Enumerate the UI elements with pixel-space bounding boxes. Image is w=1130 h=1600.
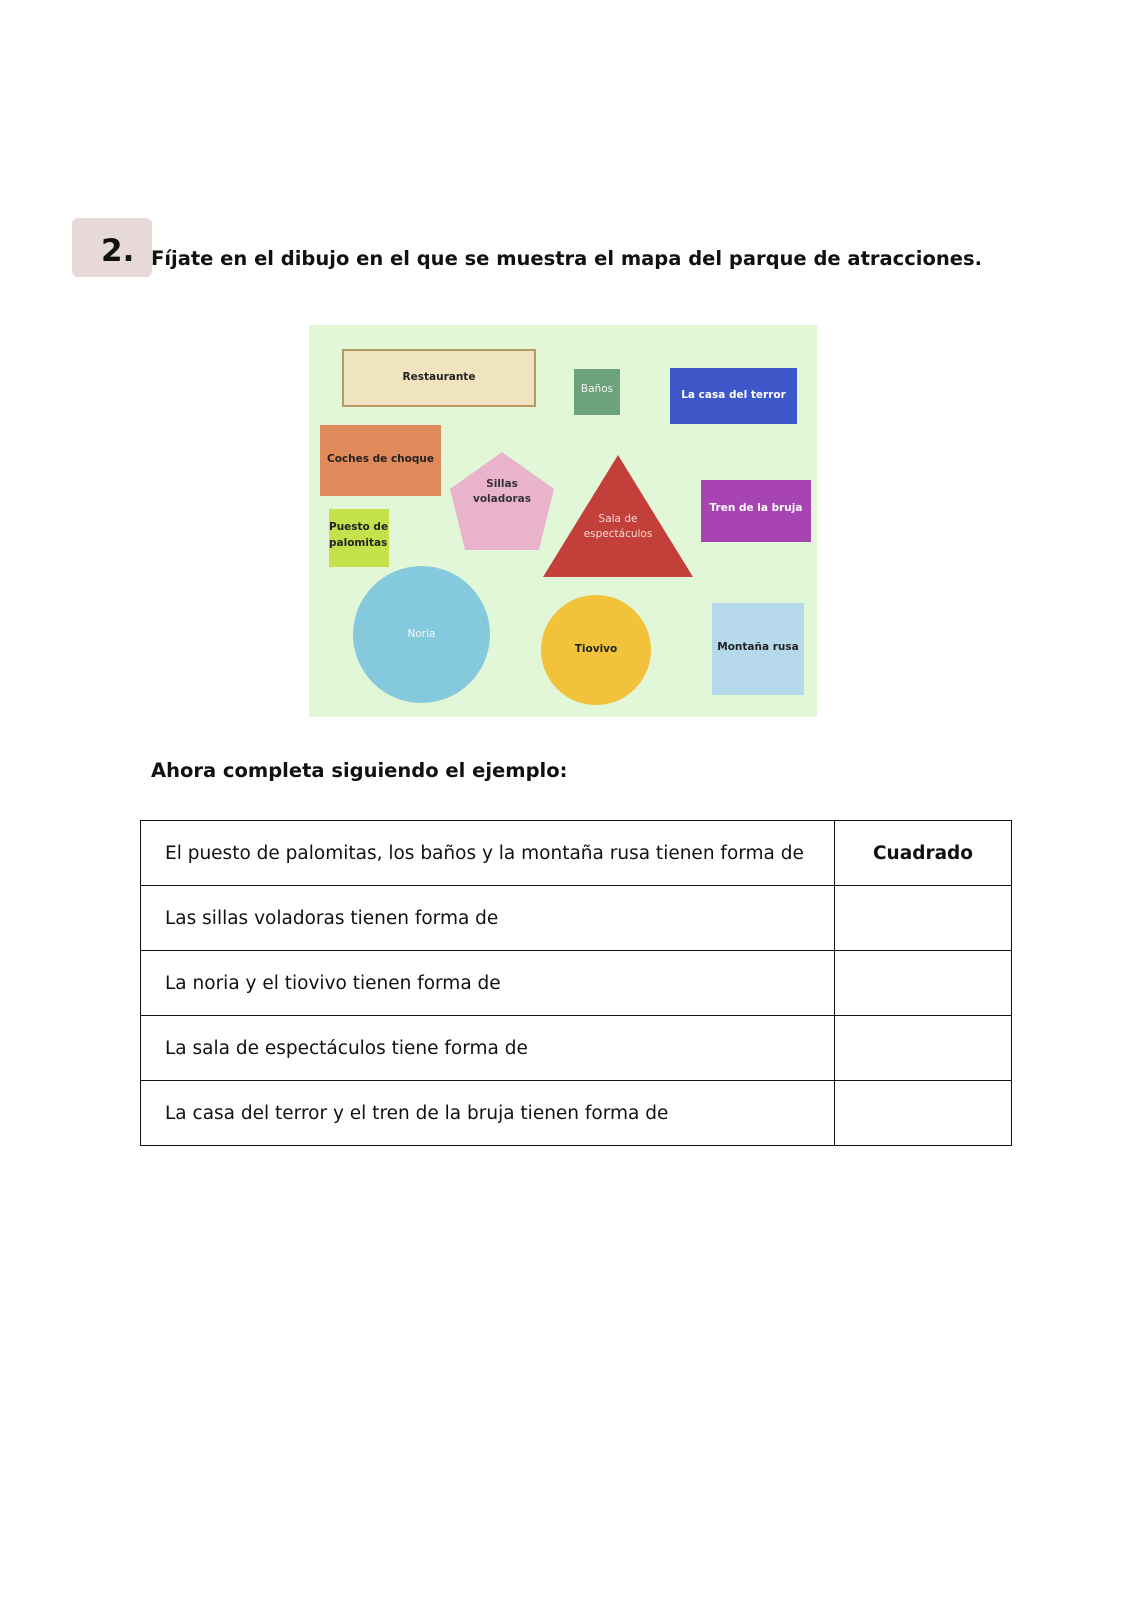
row-statement: Las sillas voladoras tienen forma de	[141, 886, 835, 951]
roller-coaster-label: Montaña rusa	[717, 641, 799, 653]
show-hall-label-line2: espectáculos	[583, 528, 653, 540]
row-statement: El puesto de palomitas, los baños y la montaña rusa tienen forma de	[141, 821, 835, 886]
answer-blank[interactable]	[835, 951, 1012, 1016]
table-row	[141, 951, 1012, 1016]
row-statement: La sala de espectáculos tiene forma de	[141, 1016, 835, 1081]
witch-train-label: Tren de la bruja	[709, 502, 803, 514]
bathrooms-label: Baños	[580, 383, 614, 395]
answer-blank[interactable]	[835, 1081, 1012, 1146]
row-statement: La noria y el tiovivo tienen forma de	[141, 951, 835, 1016]
question-number: 2.	[101, 233, 135, 269]
swing-ride-label-line1: Sillas	[486, 478, 518, 490]
carousel-label: Tiovivo	[574, 643, 618, 655]
haunted-house-label: La casa del terror	[681, 389, 786, 401]
answer-blank[interactable]	[835, 886, 1012, 951]
show-hall-label-line1: Sala de	[598, 513, 638, 525]
restaurant-label: Restaurante	[402, 371, 476, 383]
ferris-wheel-label: Noria	[407, 628, 436, 640]
row-answer: Cuadrado	[835, 821, 1012, 886]
swing-ride-label-line2: voladoras	[473, 493, 531, 505]
table-row	[141, 821, 1012, 886]
table-row	[141, 886, 1012, 951]
table-row	[141, 1016, 1012, 1081]
table-row	[141, 1081, 1012, 1146]
popcorn-stand-label-line1: Puesto de	[329, 521, 389, 533]
amusement-park-map	[309, 325, 817, 717]
instruction-subheading: Ahora completa siguiendo el ejemplo:	[151, 759, 568, 782]
question-text: Fíjate en el dibujo en el que se muestra el mapa del parque de atracciones.	[151, 247, 982, 270]
popcorn-stand-label-line2: palomitas	[329, 537, 388, 549]
row-statement: La casa del terror y el tren de la bruja tienen forma de	[141, 1081, 835, 1146]
answer-table	[140, 820, 1012, 1146]
bumper-cars-label: Coches de choque	[327, 453, 434, 465]
answer-blank[interactable]	[835, 1016, 1012, 1081]
